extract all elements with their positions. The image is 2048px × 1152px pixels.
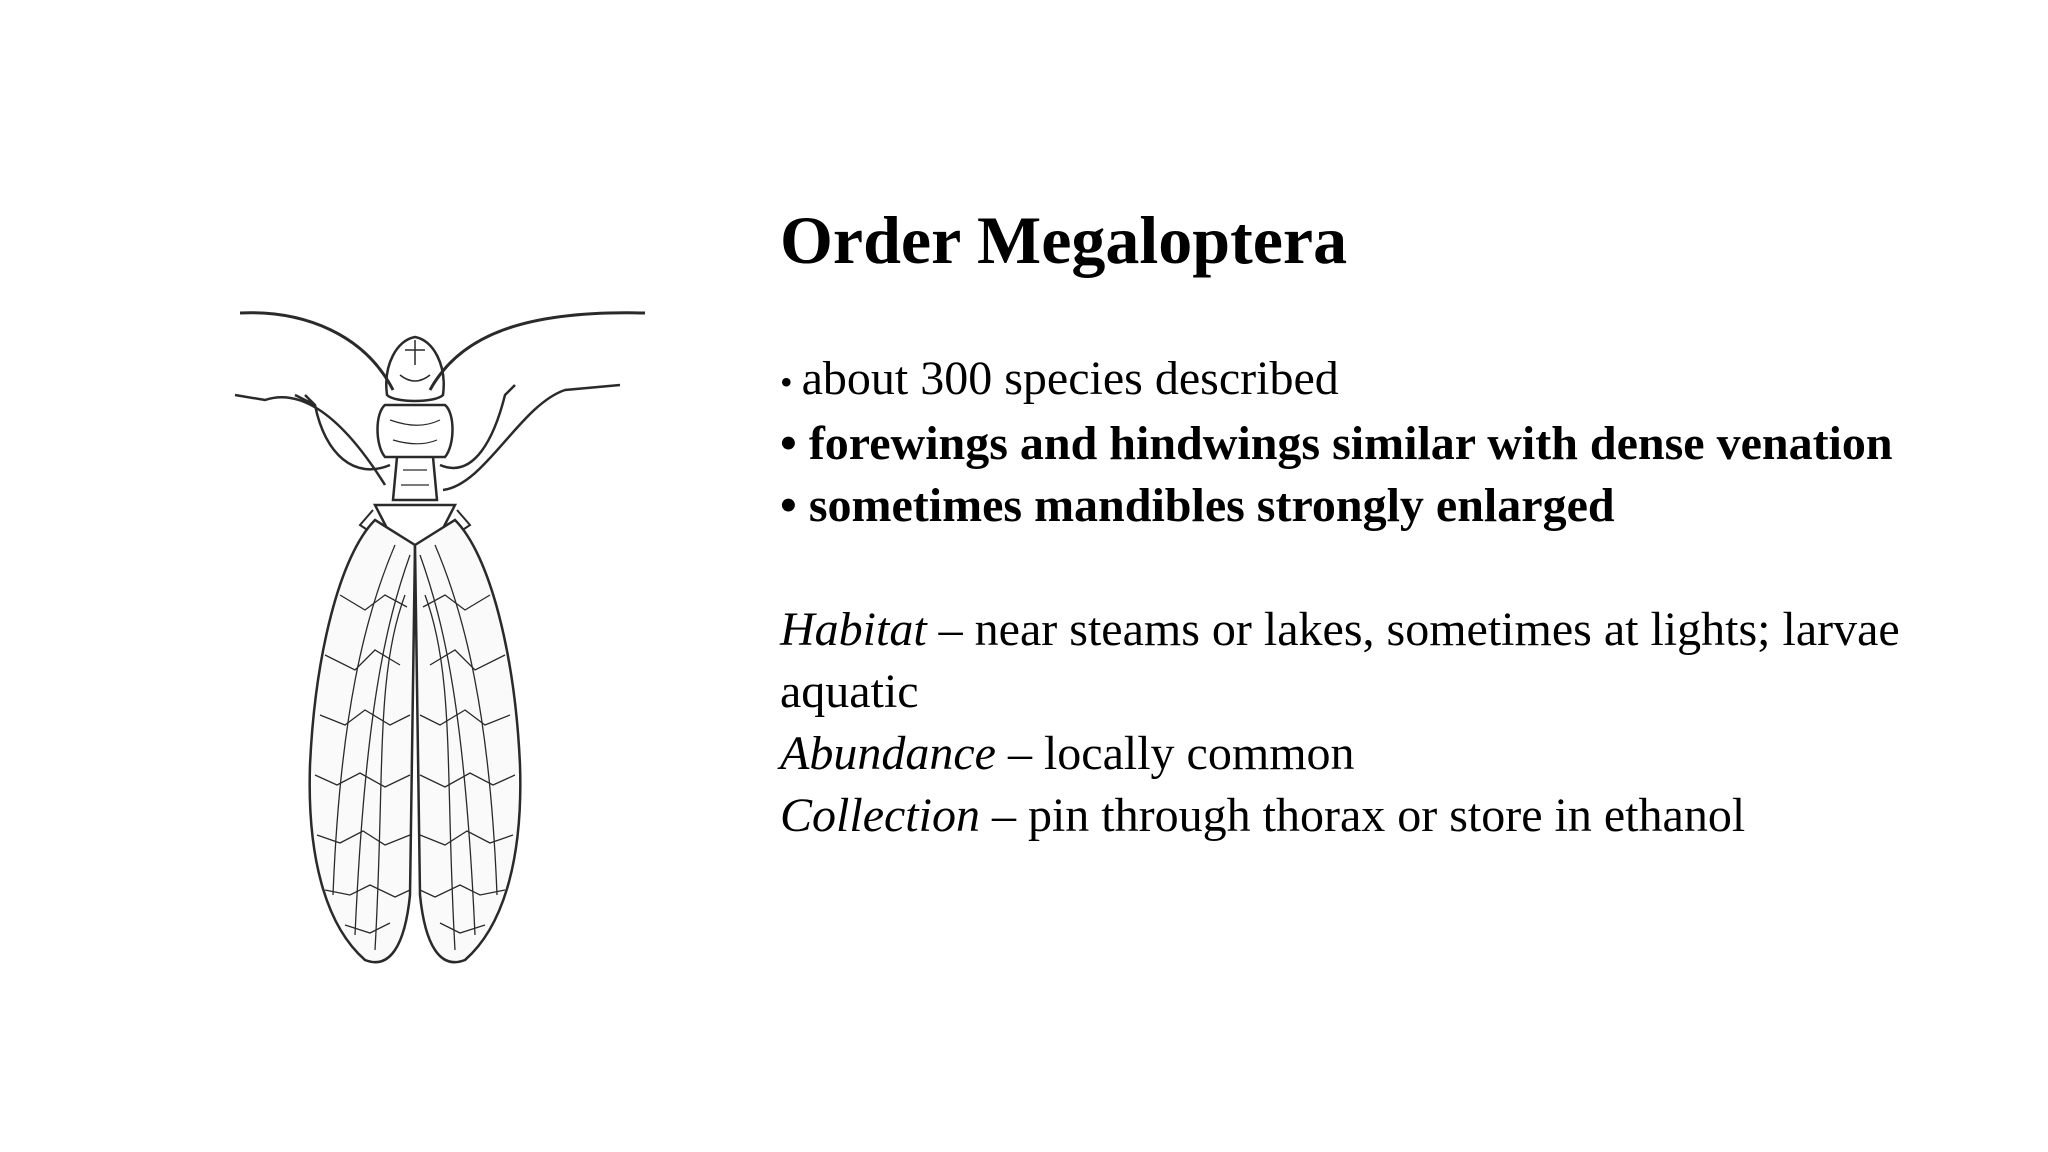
- prothorax: [378, 405, 453, 457]
- slide-title: Order Megaloptera: [780, 202, 1348, 278]
- fact-text: pin through thorax or store in ethanol: [1027, 789, 1746, 842]
- fact-separator: –: [926, 603, 975, 656]
- bullet-item-wings: [780, 413, 1960, 475]
- bullet-marker: •: [780, 479, 809, 532]
- right-antenna: [430, 313, 645, 390]
- bullet-marker: •: [780, 417, 809, 470]
- fact-text: near steams or lakes, sometimes at lights; larvae aquatic: [780, 603, 1900, 718]
- fact-collection: [780, 785, 1960, 847]
- fact-term: Abundance: [780, 727, 996, 780]
- left-antenna: [240, 313, 393, 390]
- bullet-item-species: [780, 348, 1960, 413]
- fact-separator: –: [995, 727, 1044, 780]
- fact-abundance: [780, 723, 1960, 785]
- bullet-list: [780, 348, 1960, 537]
- fact-text: locally common: [1043, 727, 1355, 780]
- bullet-marker: •: [780, 362, 802, 402]
- fact-term: Collection: [780, 789, 980, 842]
- fact-separator: –: [979, 789, 1028, 842]
- bullet-text: forewings and hindwings similar with dense venation: [808, 417, 1893, 470]
- left-foreleg: [295, 395, 390, 469]
- facts-list: [780, 599, 1960, 847]
- slide-content: [780, 200, 1960, 847]
- megaloptera-insect-illustration: [225, 295, 665, 980]
- bullet-text: sometimes mandibles strongly enlarged: [808, 479, 1615, 532]
- bullet-text: about 300 species described: [801, 352, 1339, 405]
- left-midleg: [235, 395, 385, 485]
- insect-drawing-icon: [225, 295, 665, 980]
- right-midleg: [443, 385, 620, 490]
- fact-habitat: [780, 599, 1960, 723]
- fact-term: Habitat: [780, 603, 927, 656]
- bullet-item-mandibles: [780, 475, 1960, 537]
